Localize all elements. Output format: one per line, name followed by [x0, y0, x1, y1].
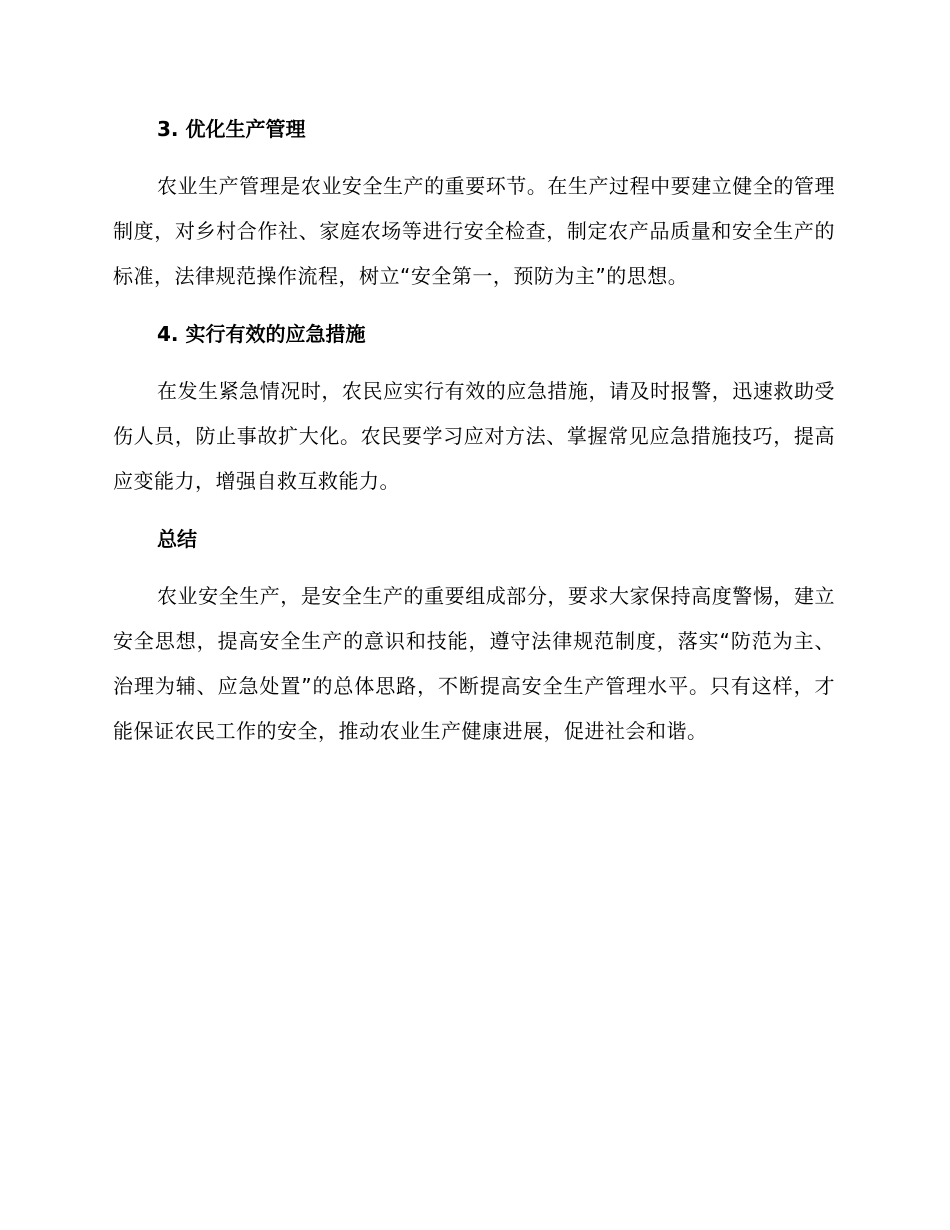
section-heading-emergency-measures: 4. 实行有效的应急措施	[157, 322, 366, 346]
section-heading-optimize-production: 3. 优化生产管理	[157, 117, 306, 141]
section-paragraph-summary: 农业安全生产，是安全生产的重要组成部分，要求大家保持高度警惕，建立安全思想，提高安全生产的意识和技能，遵守法律规范制度，落实“防范为主、治理为辅、应急处置”的总体思路，不断提高安全生产管理水平。只有这样，才能保证农民工作的安全，推动农业生产健康进展，促进社会和谐。	[113, 584, 835, 743]
document-body	[113, 108, 835, 754]
section-heading-summary: 总结	[157, 527, 197, 551]
section-paragraph-emergency-measures: 在发生紧急情况时，农民应实行有效的应急措施，请及时报警，迅速救助受伤人员，防止事故扩大化。农民要学习应对方法、掌握常见应急措施技巧，提高应变能力，增强自救互救能力。	[113, 379, 835, 493]
section-paragraph-optimize-production: 农业生产管理是农业安全生产的重要环节。在生产过程中要建立健全的管理制度，对乡村合作社、家庭农场等进行安全检查，制定农产品质量和安全生产的标准，法律规范操作流程，树立“安全第一，预防为主”的思想。	[113, 174, 835, 288]
